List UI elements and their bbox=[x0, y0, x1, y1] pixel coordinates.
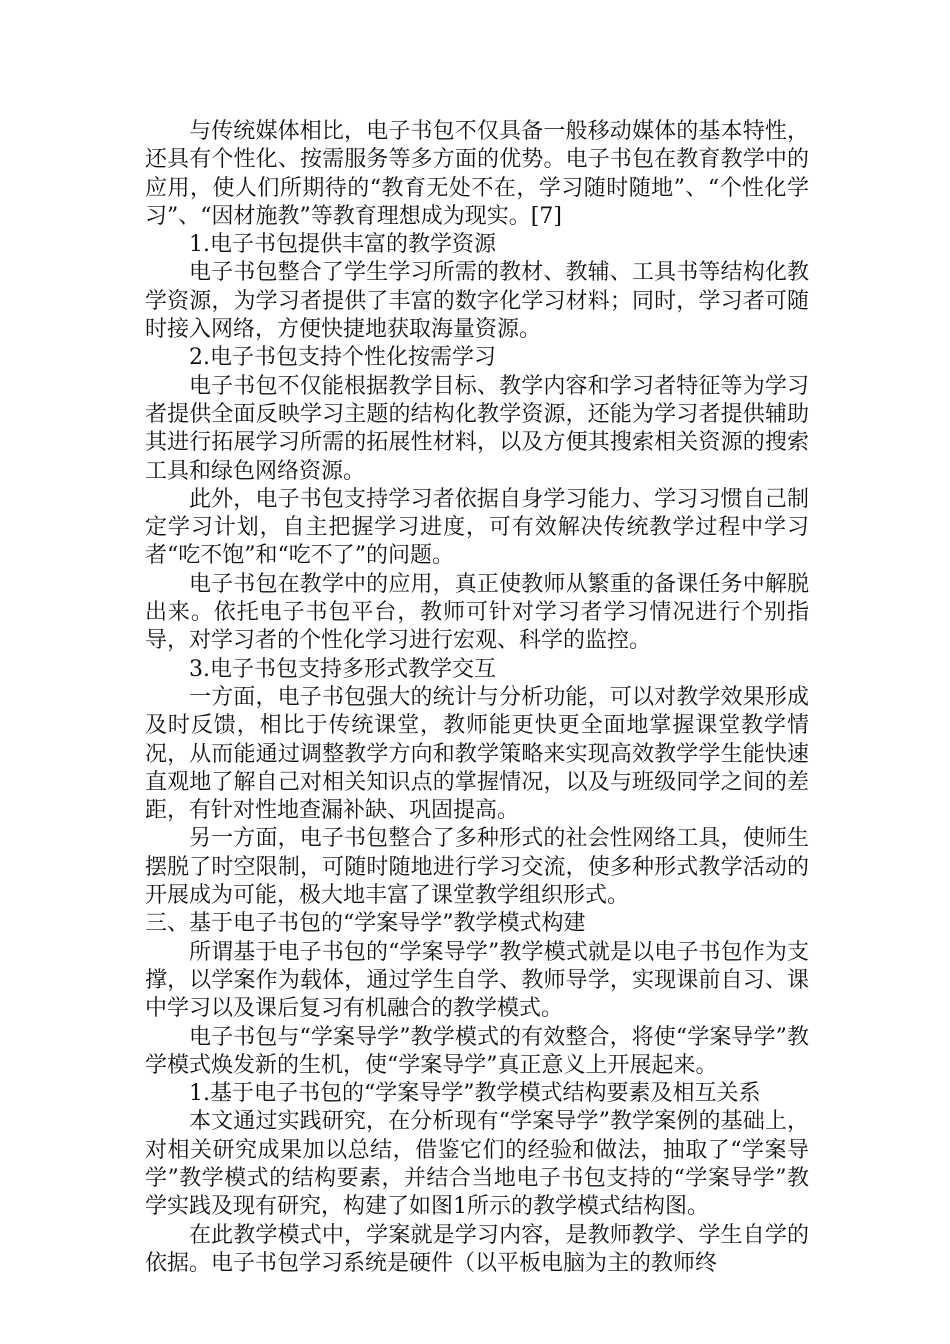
paragraph-model-integration: 电子书包与“学案导学”教学模式的有效整合，将使“学案导学”教学模式焕发新的生机，使“学案导学”真正意义上开展起来。 bbox=[145, 1024, 809, 1078]
paragraph-personalized-1: 电子书包不仅能根据教学目标、教学内容和学习者特征等为学习者提供全面反映学习主题的结构化教学资源，还能为学习者提供辅助其进行拓展学习所需的拓展性材料，以及方便其搜索相关资源的搜索工具和绿色网络资源。 bbox=[145, 373, 809, 484]
section-heading-three: 三、基于电子书包的“学案导学”教学模式构建 bbox=[145, 911, 586, 937]
heading-rich-resources: 1.电子书包提供丰富的教学资源 bbox=[189, 232, 496, 258]
paragraph-structure-model: 在此教学模式中，学案就是学习内容，是教师教学、学生自学的依据。电子书包学习系统是硬件（以平板电脑为主的教师终 bbox=[145, 1222, 809, 1276]
heading-personalized-learning: 2.电子书包支持个性化按需学习 bbox=[189, 345, 496, 371]
document-body bbox=[145, 118, 809, 1278]
paragraph-structure-research: 本文通过实践研究，在分析现有“学案导学”教学案例的基础上，对相关研究成果加以总结，借鉴它们的经验和做法，抽取了“学案导学”教学模式的结构要素，并结合当地电子书包支持的“学案导学”教学实践及现有研究，构建了如图1所示的教学模式结构图。 bbox=[145, 1109, 809, 1220]
heading-structure-elements: 1.基于电子书包的“学案导学”教学模式结构要素及相互关系 bbox=[189, 1081, 761, 1107]
paragraph-resources: 电子书包整合了学生学习所需的教材、教辅、工具书等结构化教学资源，为学习者提供了丰富的数字化学习材料；同时，学习者可随时接入网络，方便快捷地获取海量资源。 bbox=[145, 260, 809, 343]
heading-interaction: 3.电子书包支持多形式教学交互 bbox=[189, 656, 496, 682]
paragraph-interaction-2: 另一方面，电子书包整合了多种形式的社会性网络工具，使师生摆脱了时空限制，可随时随地进行学习交流，使多种形式教学活动的开展成为可能，极大地丰富了课堂教学组织形式。 bbox=[145, 826, 809, 909]
paragraph-interaction-1: 一方面，电子书包强大的统计与分析功能，可以对教学效果形成及时反馈，相比于传统课堂，教师能更快更全面地掌握课堂教学情况，从而能通过调整教学方向和教学策略来实现高效教学学生能快速直观地了解自己对相关知识点的掌握情况，以及与班级同学之间的差距，有针对性地查漏补缺、巩固提高。 bbox=[145, 684, 809, 824]
paragraph-personalized-2: 此外，电子书包支持学习者依据自身学习能力、学习习惯自己制定学习计划，自主把握学习进度，可有效解决传统教学过程中学习者“吃不饱”和“吃不了”的问题。 bbox=[145, 486, 809, 569]
paragraph-personalized-3: 电子书包在教学中的应用，真正使教师从繁重的备课任务中解脱出来。依托电子书包平台，教师可针对学习者学习情况进行个别指导，对学习者的个性化学习进行宏观、科学的监控。 bbox=[145, 571, 809, 654]
paragraph-intro: 与传统媒体相比，电子书包不仅具备一般移动媒体的基本特性，还具有个性化、按需服务等多方面的优势。电子书包在教育教学中的应用，使人们所期待的“教育无处不在，学习随时随地”、“个性化学习”、“因材施教”等教育理想成为现实。[7] bbox=[145, 119, 809, 229]
paragraph-model-definition: 所谓基于电子书包的“学案导学”教学模式就是以电子书包作为支撑，以学案作为载体，通过学生自学、教师导学，实现课前自习、课中学习以及课后复习有机融合的教学模式。 bbox=[145, 939, 809, 1022]
